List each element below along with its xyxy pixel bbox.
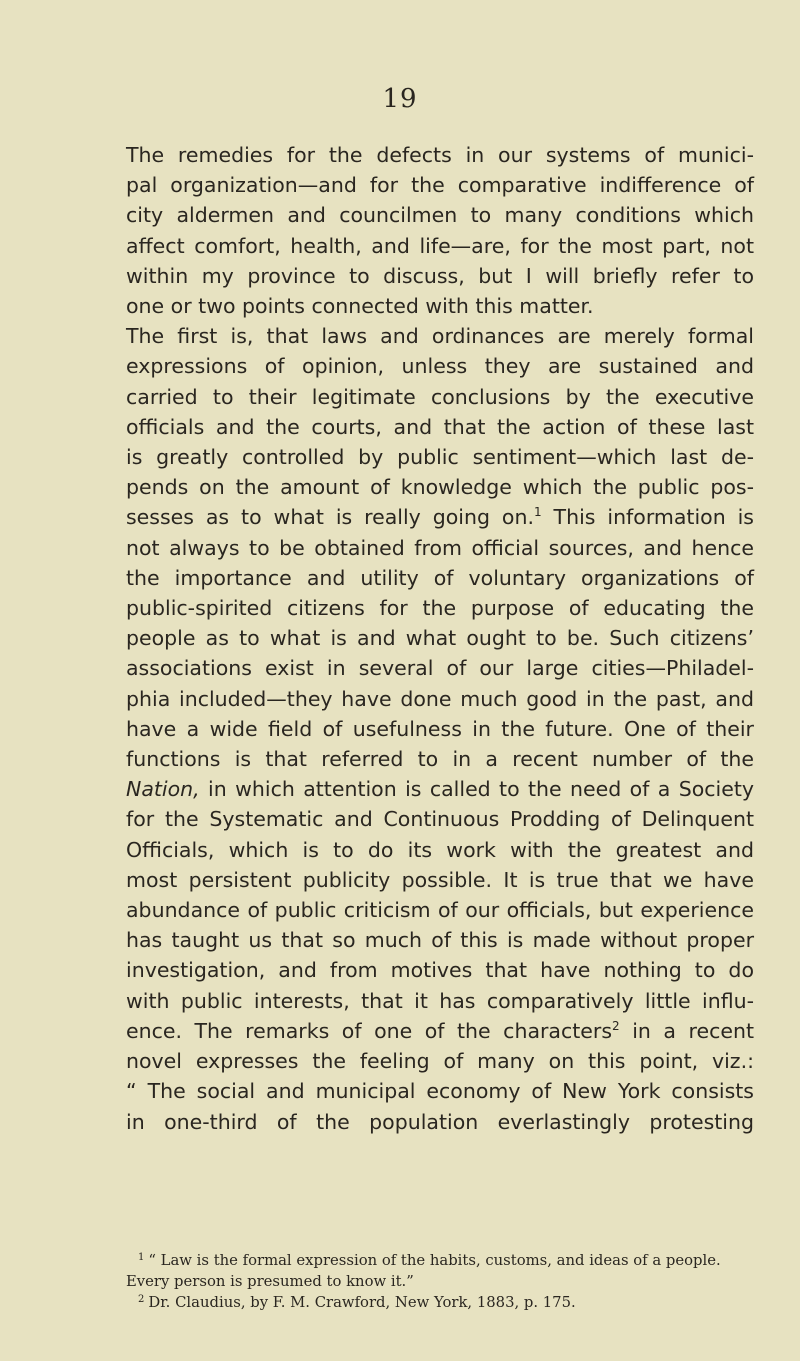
text-segment: people as to what is and what ought to be. Such citizens’ — [126, 626, 754, 651]
text-line — [126, 623, 754, 653]
text-segment: in one-third of the population everlastingly protesting — [126, 1109, 754, 1134]
text-segment: for the Systematic and Continuous Prodding of Delinquent — [126, 807, 754, 832]
text-line — [126, 442, 754, 472]
text-segment: investigation, and from motives that have nothing to do — [126, 958, 754, 983]
text-line — [126, 865, 754, 895]
text-line — [126, 382, 754, 412]
text-line — [126, 1046, 754, 1076]
text-line — [126, 593, 754, 623]
text-line — [126, 955, 754, 985]
text-segment: in a recent — [619, 1018, 754, 1043]
text-segment: has taught us that so much of this is made without proper — [126, 928, 754, 953]
footnote-2-marker: 2 — [138, 1294, 145, 1305]
text-line — [126, 1107, 754, 1137]
footnotes — [126, 1250, 754, 1313]
text-line — [126, 291, 754, 321]
text-segment: public-spirited citizens for the purpose of educating the — [126, 596, 754, 621]
text-segment: the importance and utility of voluntary organizations of — [126, 565, 754, 590]
text-line — [126, 140, 754, 170]
text-line — [126, 744, 754, 774]
text-segment: pal organization—and for the comparative indifference of — [126, 173, 754, 198]
footnote-1-text: “ Law is the formal expression of the habits, customs, and ideas of a people. — [148, 1252, 721, 1269]
text-line — [126, 1016, 754, 1046]
text-line — [126, 563, 754, 593]
text-segment: one or two points connected with this matter. — [126, 294, 594, 319]
text-segment: expressions of opinion, unless they are sustained and — [126, 354, 754, 379]
text-segment: novel expresses the feeling of many on this point, viz.: — [126, 1049, 754, 1074]
text-line — [126, 321, 754, 351]
text-line — [126, 261, 754, 291]
text-segment: The remedies for the defects in our systems of munici- — [126, 143, 754, 167]
text-line — [126, 925, 754, 955]
text-segment: most persistent publicity possible. It is true that we have — [126, 867, 754, 892]
text-line — [126, 684, 754, 714]
text-line — [126, 986, 754, 1016]
text-line — [126, 774, 754, 804]
text-segment: This information is — [541, 505, 754, 530]
text-segment: pends on the amount of knowledge which the public pos- — [126, 475, 754, 500]
body-text — [126, 140, 754, 1137]
footnote-reference: 1 — [533, 505, 542, 520]
text-segment: abundance of public criticism of our officials, but experience — [126, 898, 754, 923]
text-segment: functions is that referred to in a recent number of the — [126, 747, 754, 772]
text-line — [126, 502, 754, 532]
footnote-reference: 2 — [612, 1018, 620, 1033]
text-segment: carried to their legitimate conclusions by the executive — [126, 384, 754, 409]
footnote-1 — [126, 1250, 754, 1271]
footnote-2 — [126, 1292, 754, 1313]
text-segment: have a wide field of usefulness in the future. One of their — [126, 716, 754, 741]
text-segment: phia included—they have done much good in the past, and — [126, 686, 754, 711]
text-segment: Officials, which is to do its work with the greatest and — [126, 837, 754, 862]
text-line — [126, 170, 754, 200]
text-line — [126, 200, 754, 230]
text-segment: sesses as to what is really going on. — [126, 505, 534, 530]
text-line — [126, 653, 754, 683]
text-line — [126, 895, 754, 925]
text-segment: ence. The remarks of one of the characters — [126, 1018, 613, 1043]
text-line — [126, 714, 754, 744]
text-segment: “ The social and municipal economy of New York consists — [126, 1079, 754, 1104]
text-line — [126, 1076, 754, 1106]
text-line — [126, 533, 754, 563]
text-line — [126, 412, 754, 442]
text-line — [126, 231, 754, 261]
footnote-2-text: Dr. Claudius, by F. M. Crawford, New York, 1883, p. 175. — [148, 1294, 576, 1311]
text-line — [126, 804, 754, 834]
footnote-1-continued: Every person is presumed to know it.” — [126, 1273, 414, 1290]
text-segment: officials and the courts, and that the action of these last — [126, 414, 754, 439]
text-line — [126, 351, 754, 381]
text-segment: is greatly controlled by public sentiment—which last de- — [126, 445, 754, 470]
text-segment: associations exist in several of our large cities—Philadel- — [126, 656, 754, 681]
text-line — [126, 835, 754, 865]
text-segment: The first is, that laws and ordinances are merely formal — [126, 324, 754, 349]
footnote-1-marker: 1 — [138, 1252, 145, 1263]
text-segment: affect comfort, health, and life—are, for the most part, not — [126, 233, 754, 258]
italic-title: Nation, — [126, 777, 200, 802]
text-segment: within my province to discuss, but I will briefly refer to — [126, 263, 754, 288]
text-segment: in which attention is called to the need of a Society — [199, 777, 754, 802]
text-line — [126, 472, 754, 502]
page-number: 19 — [382, 84, 418, 114]
text-segment: city aldermen and councilmen to many conditions which — [126, 203, 754, 228]
text-segment: not always to be obtained from official sources, and hence — [126, 535, 754, 560]
text-segment: with public interests, that it has comparatively little influ- — [126, 988, 754, 1013]
